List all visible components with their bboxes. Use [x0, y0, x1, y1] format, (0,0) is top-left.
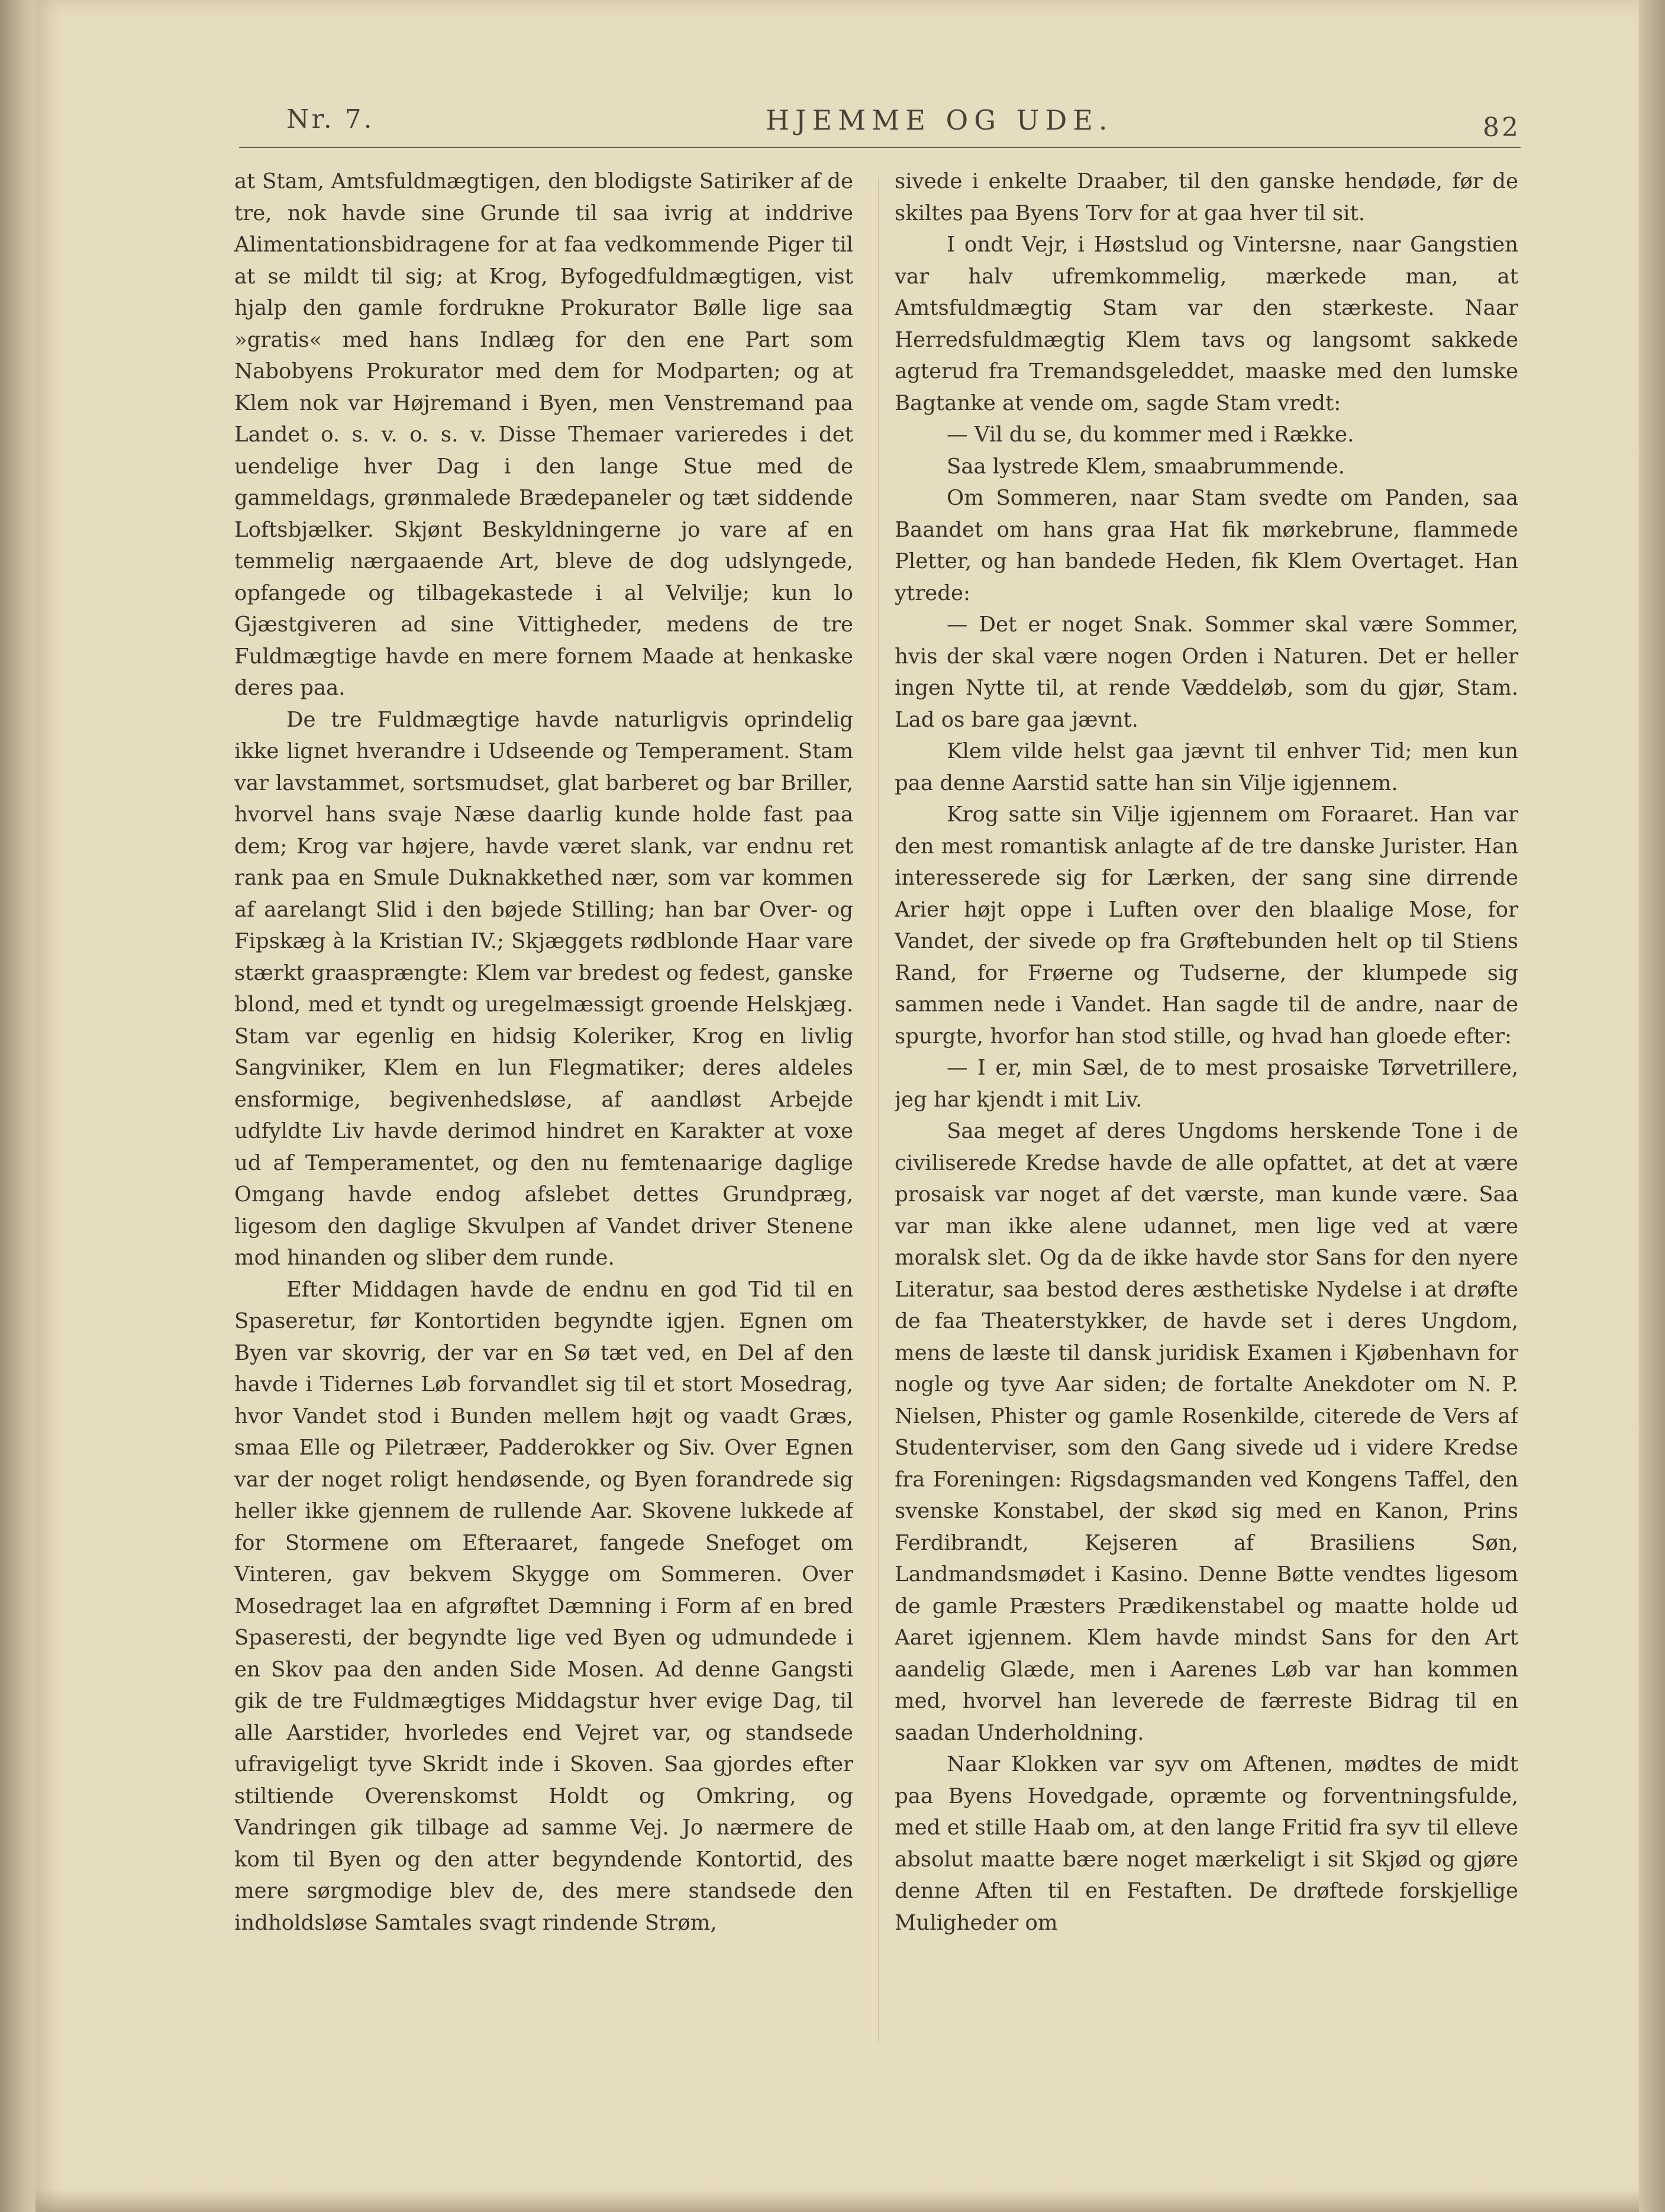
- paragraph: Saa meget af deres Ungdoms herskende Tone i de civiliserede Kredse havde de alle opfattet, at det at være prosaisk var noget af det værste, man kunde være. Saa var man ikke alene udannet, men lige ved at være moralsk slet. Og da de ikke havde stor Sans for den nyere Literatur, saa bestod deres æsthetiske Nydelse i at drøfte de faa Theaterstykker, de havde set i deres Ungdom, mens de læste til dansk juridisk Examen i Kjøbenhavn for nogle og tyve Aar siden; de fortalte Anekdoter om N. P. Nielsen, Phister og gamle Rosenkilde, citerede de Vers af Studenterviser, som den Gang sivede ud i videre Kredse fra Foreningen: Rigsdagsmanden ved Kongens Taffel, den svenske Konstabel, der skød sig med en Kanon, Prins Ferdibrandt, Kejseren af Brasiliens Søn, Landmandsmødet i Kasino. Denne Bøtte vendtes ligesom de gamle Præsters Prædikenstabel og maatte holde ud Aaret igjennem. Klem havde mindst Sans for den Art aandelig Glæde, men i Aarenes Løb var han kommen med, hvorvel han leverede de færreste Bidrag til en saadan Underholdning.: [895, 1119, 1518, 1745]
- page-bottom-shadow: [36, 2188, 1639, 2212]
- dialogue-line: — I er, min Sæl, de to mest prosaiske Tørvetrillere, jeg har kjendt i mit Liv.: [895, 1056, 1518, 1112]
- dialogue-line: — Vil du se, du kommer med i Række.: [947, 423, 1354, 447]
- paragraph: De tre Fuldmægtige havde naturligvis oprindelig ikke lignet hverandre i Udseende og Temperament. Stam var lavstammet, sortsmudset, glat barberet og bar Briller, hvorvel hans svaje Næse daarlig kunde holde fast paa dem; Krog var højere, havde været slank, var endnu ret rank paa en Smule Duknakkethed nær, som var kommen af aarelangt Slid i den bøjede Stilling; han bar Over- og Fipskæg à la Kristian IV.; Skjæggets rødblonde Haar vare stærkt graasprængte: Klem var bredest og fedest, ganske blond, med et tyndt og uregelmæssigt groende Helskjæg. Stam var egenlig en hidsig Koleriker, Krog en livlig Sangviniker, Klem en lun Flegmatiker; deres aldeles ensformige, begivenhedsløse, af aandløst Arbejde udfyldte Liv havde derimod hindret en Karakter at voxe ud af Temperamentet, og den nu femtenaarige daglige Omgang havde endog afslebet dettes Grundpræg, ligesom den daglige Skvulpen af Vandet driver Stenene mod hinanden og sliber dem runde.: [234, 707, 853, 1270]
- paragraph: Naar Klokken var syv om Aftenen, mødtes de midt paa Byens Hovedgade, opræmte og forventningsfulde, med et stille Haab om, at den lange Fritid fra syv til elleve absolut maatte bære noget mærkeligt i sit Skjød og gjøre denne Aften til en Festaften. De drøftede forskjellige Muligheder om: [895, 1752, 1518, 1935]
- paragraph: at Stam, Amtsfuldmægtigen, den blodigste Satiriker af de tre, nok havde sine Grunde til saa ivrig at inddrive Alimentationsbidragene for at faa vedkommende Piger til at se mildt til sig; at Krog, Byfogedfuldmægtigen, vist hjalp den gamle fordrukne Prokurator Bølle lige saa »gratis« med hans Indlæg for den ene Part som Nabobyens Prokurator med dem for Modparten; og at Klem nok var Højremand i Byen, men Venstremand paa Landet o. s. v. o. s. v. Disse Themaer varieredes i det uendelige hver Dag i den lange Stue med de gammeldags, grønmalede Brædepaneler og tæt siddende Loftsbjælker. Skjønt Beskyldningerne jo vare af en temmelig nærgaaende Art, bleve de dog udslyngede, opfangede og tilbagekastede i al Velvilje; kun lo Gjæstgiveren ad sine Vittigheder, medens de tre Fuldmægtige havde en mere fornem Maade at henkaske deres paa.: [234, 169, 853, 700]
- page-edge: [1639, 0, 1665, 2212]
- paragraph: Klem vilde helst gaa jævnt til enhver Tid; men kun paa denne Aarstid satte han sin Vilje igjennem.: [895, 739, 1518, 795]
- left-column: [234, 166, 853, 2036]
- page-number: 82: [1483, 112, 1521, 143]
- paragraph: sivede i enkelte Draaber, til den ganske hendøde, før de skiltes paa Byens Torv for at gaa hver til sit.: [895, 169, 1518, 225]
- header-rule: [239, 147, 1521, 148]
- paragraph: Saa lystrede Klem, smaabrummende.: [947, 454, 1345, 479]
- dialogue-line: — Det er noget Snak. Sommer skal være Sommer, hvis der skal være nogen Orden i Naturen. Det er heller ingen Nytte til, at rende Væddeløb, som du gjør, Stam. Lad os bare gaa jævnt.: [895, 612, 1518, 732]
- paragraph: Efter Middagen havde de endnu en god Tid til en Spaseretur, før Kontortiden begyndte igjen. Egnen om Byen var skovrig, der var en Sø tæt ved, en Del af den havde i Tidernes Løb forvandlet sig til et stort Mosedrag, hvor Vandet stod i Bunden mellem højt og vaadt Græs, smaa Elle og Piletræer, Padderokker og Siv. Over Egnen var der noget roligt hendøsende, og Byen forandrede sig heller ikke gjennem de rullende Aar. Skovene lukkede af for Stormene om Efteraaret, fangede Snefoget om Vinteren, gav bekvem Skygge om Sommeren. Over Mosedraget laa en afgrøftet Dæmning i Form af en bred Spaseresti, der begyndte lige ved Byen og udmundede i en Skov paa den anden Side Mosen. Ad denne Gangsti gik de tre Fuldmægtiges Middagstur hver evige Dag, til alle Aarstider, hvorledes end Vejret var, og standsede ufravigeligt tyve Skridt inde i Skoven. Saa gjordes efter stiltiende Overenskomst Holdt og Omkring, og Vandringen gik tilbage ad samme Vej. Jo nærmere de kom til Byen og den atter begyndende Kontortid, des mere sørgmodige blev de, des mere standsede den indholdsløse Samtales svagt rindende Strøm,: [234, 1277, 853, 1935]
- paragraph: Om Sommeren, naar Stam svedte om Panden, saa Baandet om hans graa Hat fik mørkebrune, flammede Pletter, og han bandede Heden, fik Klem Overtaget. Han ytrede:: [895, 486, 1518, 605]
- journal-title: HJEMME OG UDE.: [766, 104, 1114, 136]
- paragraph: Krog satte sin Vilje igjennem om Foraaret. Han var den mest romantisk anlagte af de tre danske Jurister. Han interesserede sig for Lærken, der sang sine dirrende Arier højt oppe i Luften over den blaalige Mose, for Vandet, der sivede op fra Grøftebunden helt op til Stiens Rand, for Frøerne og Tudserne, der klumpede sig sammen nede i Vandet. Han sagde til de andre, naar de spurgte, hvorfor han stod stille, og hvad han gloede efter:: [895, 802, 1518, 1049]
- running-header: [239, 104, 1521, 151]
- right-column: [895, 166, 1518, 2036]
- issue-number: Nr. 7.: [286, 104, 375, 134]
- paragraph: I ondt Vejr, i Høstslud og Vintersne, naar Gangstien var halv ufremkommelig, mærkede man, at Amtsfuldmægtig Stam var den stærkeste. Naar Herredsfuldmægtig Klem tavs og langsomt sakkede agterud fra Tremandsgeleddet, maaske med den lumske Bagtanke at vende om, sagde Stam vredt:: [895, 233, 1518, 415]
- column-divider: [878, 178, 879, 2042]
